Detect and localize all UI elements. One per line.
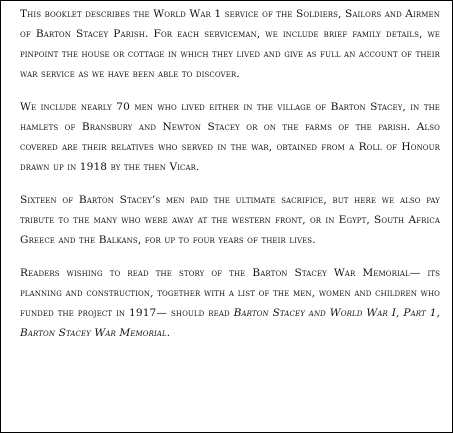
book-title: Barton Stacey and World War I, Part 1, Barton Stacey War Memorial: [20, 307, 440, 339]
intro-paragraph: This booklet describes the World War 1 service of the Soldiers, Sailors and Airmen of Barton Stacey Parish. For each serviceman, we include brief family details, we pinpoint the house or cottage in which they lived and give as full an account of their war service as we have been able to discover.: [20, 8, 440, 80]
war-memorial-paragraph-text: Readers wishing to read the story of the Barton Stacey War Memorial— its planning and construction, together with a list of the men, women and children who funded the project in 1917— should read: [20, 267, 440, 319]
war-memorial-paragraph: [20, 263, 440, 343]
coverage-paragraph: We include nearly 70 men who lived either in the village of Barton Stacey, in the hamlets of Bransbury and Newton Stacey or on the farms of the parish. Also covered are their relatives who served in the war, obtained from a Roll of Honour drawn up in 1918 by the then Vicar.: [20, 101, 440, 173]
war-memorial-paragraph-end: .: [166, 327, 171, 339]
tribute-paragraph: Sixteen of Barton Stacey’s men paid the ultimate sacrifice, but here we also pay tribute to the many who were away at the western front, or in Egypt, South Africa Greece and the Balkans, for up to four years of their lives.: [20, 194, 440, 246]
